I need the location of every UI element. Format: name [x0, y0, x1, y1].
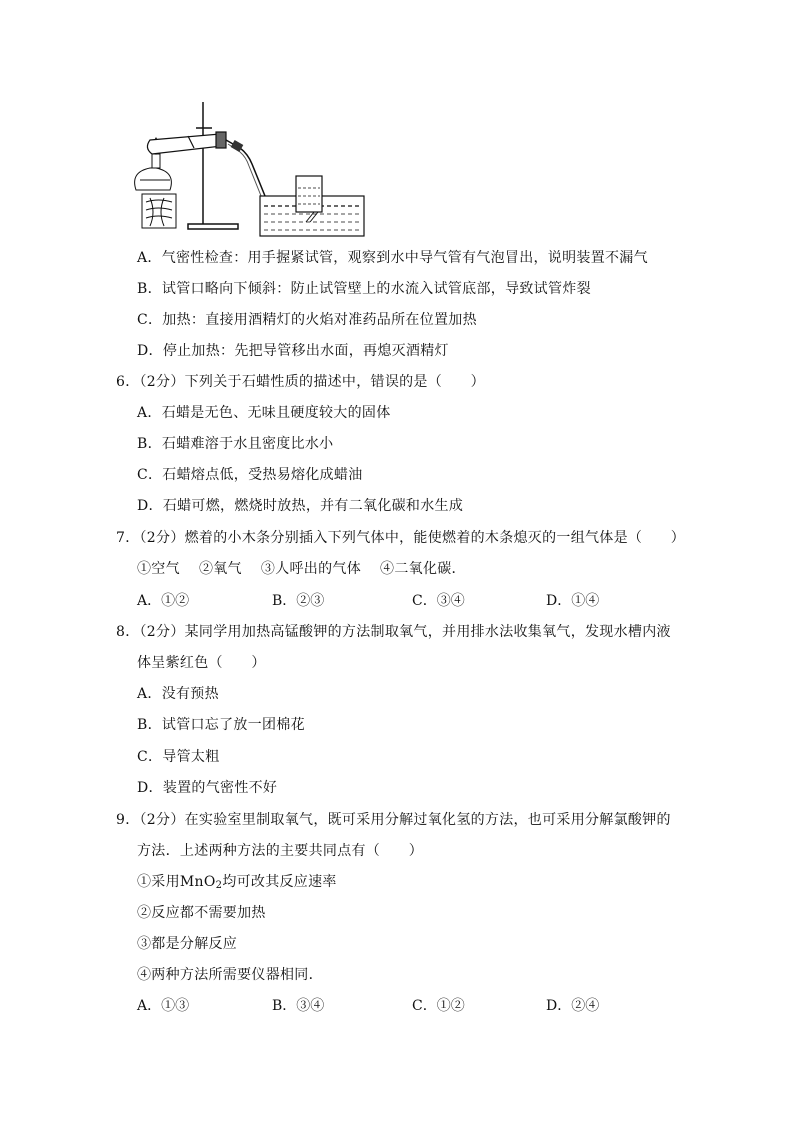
- q9-choice-d: D．②④: [546, 998, 600, 1014]
- q9-item-1-pre: ①采用MnO: [137, 874, 216, 890]
- q6-stem: 6．（2分）下列关于石蜡性质的描述中，错误的是（ ）: [116, 374, 485, 390]
- water-trough: [260, 176, 364, 236]
- q6-option-c: C．石蜡熔点低，受热易熔化成蜡油: [137, 467, 363, 483]
- q5-option-d: D．停止加热：先把导管移出水面，再熄灭酒精灯: [137, 343, 449, 359]
- q8-stem-line1: 8．（2分）某同学用加热高锰酸钾的方法制取氧气，并用排水法收集氧气，发现水槽内液: [116, 624, 671, 640]
- q8-option-d: D．装置的气密性不好: [137, 780, 278, 796]
- q7-items: ①空气 ②氧气 ③人呼出的气体 ④二氧化碳．: [137, 561, 466, 577]
- q8-option-a: A．没有预热: [137, 686, 219, 702]
- q9-choice-a: A．①③: [137, 998, 190, 1014]
- q7-choice-c: C．③④: [412, 593, 465, 609]
- q7-stem: 7．（2分）燃着的小木条分别插入下列气体中，能使燃着的木条熄灭的一组气体是（ ）: [116, 530, 686, 546]
- q5-option-c: C．加热：直接用酒精灯的火焰对准药品所在位置加热: [137, 312, 477, 328]
- iron-stand: [188, 102, 238, 229]
- q5-option-b: B．试管口略向下倾斜：防止试管壁上的水流入试管底部，导致试管炸裂: [137, 281, 591, 297]
- lab-apparatus-figure: [128, 98, 378, 238]
- q9-item-1-sub: 2: [215, 880, 223, 891]
- q7-choice-b: B．②③: [272, 593, 325, 609]
- q7-choice-d: D．①④: [546, 593, 600, 609]
- q6-option-b: B．石蜡难溶于水且密度比水小: [137, 436, 334, 452]
- q8-option-b: B．试管口忘了放一团棉花: [137, 717, 305, 733]
- q7-choice-a: A．①②: [137, 593, 190, 609]
- q9-item-3: ③都是分解反应: [137, 936, 238, 952]
- q9-choice-c: C．①②: [412, 998, 465, 1014]
- q6-option-a: A．石蜡是无色、无味且硬度较大的固体: [137, 405, 391, 421]
- q9-choice-b: B．③④: [272, 998, 325, 1014]
- q9-stem-line1: 9．（2分）在实验室里制取氧气，既可采用分解过氧化氢的方法，也可采用分解氯酸钾的: [116, 812, 671, 828]
- test-tube: [147, 132, 226, 154]
- q9-item-1: [137, 873, 337, 891]
- wood-block: [142, 194, 176, 228]
- q9-item-1-post: 均可改其反应速率: [222, 874, 337, 890]
- q9-item-2: ②反应都不需要加热: [137, 905, 266, 921]
- q5-option-a: A．气密性检查：用手握紧试管，观察到水中导气管有气泡冒出，说明装置不漏气: [137, 250, 648, 266]
- q9-item-4: ④两种方法所需要仪器相同．: [137, 967, 323, 983]
- q8-option-c: C．导管太粗: [137, 749, 220, 765]
- q9-stem-line2: 方法．上述两种方法的主要共同点有（ ）: [137, 843, 423, 859]
- q6-option-d: D．石蜡可燃，燃烧时放热，并有二氧化碳和水生成: [137, 498, 464, 514]
- q8-stem-line2: 体呈紫红色（ ）: [137, 655, 266, 671]
